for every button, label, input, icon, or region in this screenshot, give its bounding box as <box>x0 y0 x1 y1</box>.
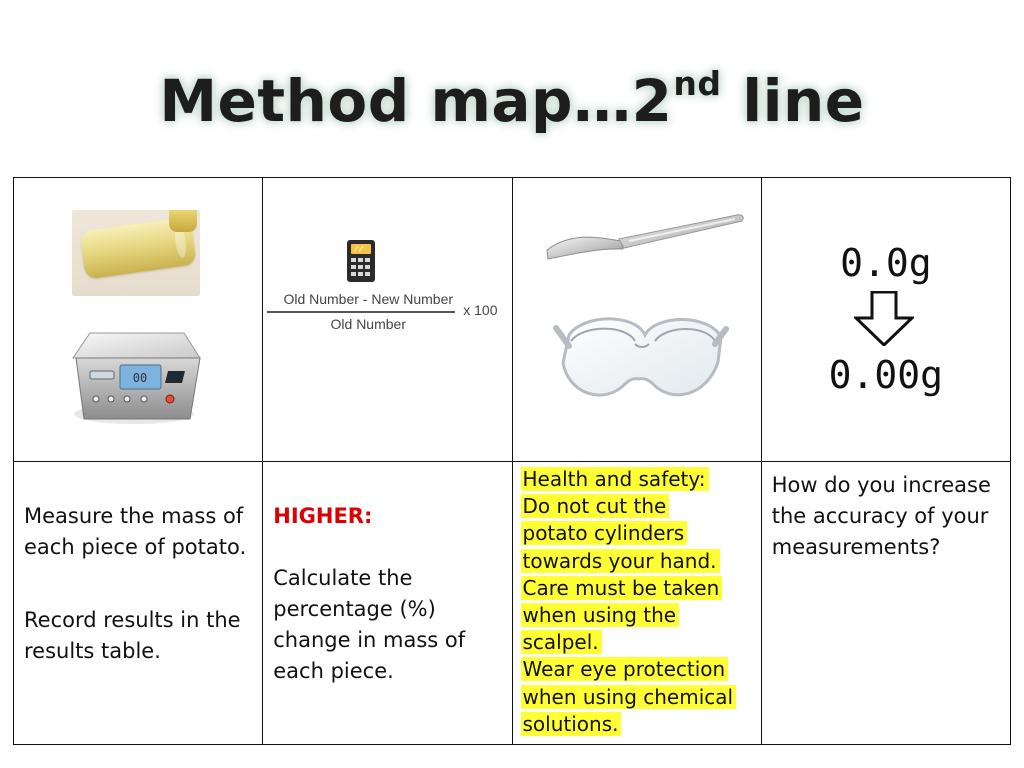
formula-multiplier: x 100 <box>463 302 498 318</box>
measure-mass-instruction: Measure the mass of each piece of potato. <box>24 504 247 559</box>
safety-line-9: when using chemical <box>521 685 737 709</box>
slide-title <box>0 64 1024 135</box>
higher-calculation-text <box>263 462 511 687</box>
method-map-table <box>13 177 1011 745</box>
measure-mass-text <box>14 462 262 667</box>
safety-line-10: solutions. <box>521 712 622 736</box>
column-3-text-cell <box>512 462 761 745</box>
text-row <box>14 462 1011 745</box>
scalpel-icon <box>543 208 747 264</box>
title-superscript: nd <box>673 64 722 103</box>
health-safety-text <box>513 462 761 738</box>
goggles-icon <box>553 310 729 422</box>
safety-line-6: when using the <box>521 603 680 627</box>
formula-denominator: Old Number <box>330 316 406 332</box>
column-1-text-cell <box>14 462 263 745</box>
formula-divider <box>267 311 455 313</box>
down-arrow-icon <box>854 291 914 346</box>
column-1-image-cell <box>14 178 263 462</box>
safety-line-2: Do not cut the <box>521 494 670 518</box>
image-row <box>14 178 1011 462</box>
safety-line-4: towards your hand. <box>521 549 720 573</box>
column-4-text-cell <box>761 462 1010 745</box>
mass-value-two-decimals: 0.00g <box>828 353 944 397</box>
potato-cylinder-tip <box>169 210 197 232</box>
accuracy-question: How do you increase the accuracy of your measurements? <box>771 473 991 559</box>
title-main: Method map…2 <box>159 67 673 135</box>
safety-line-5: Care must be taken <box>521 576 723 600</box>
column-3-image-cell <box>512 178 761 462</box>
mass-value-one-decimal: 0.0g <box>840 241 932 285</box>
safety-line-7: scalpel. <box>521 630 602 654</box>
balance-icon <box>66 315 202 430</box>
percentage-change-instruction: Calculate the percentage (%) change in mass of each piece. <box>273 566 466 683</box>
safety-line-8: Wear eye protection <box>521 657 729 681</box>
safety-line-1: Health and safety: <box>521 467 709 491</box>
higher-label: HIGHER: <box>273 504 373 528</box>
potato-cylinder-image <box>72 210 200 296</box>
svg-text:00: 00 <box>132 371 148 385</box>
safety-line-3: potato cylinders <box>521 521 688 545</box>
column-4-image-cell <box>761 178 1010 462</box>
calculator-icon <box>346 239 376 283</box>
column-2-image-cell <box>263 178 512 462</box>
paragraph-gap <box>24 563 254 574</box>
column-2-text-cell <box>263 462 512 745</box>
percent-change-formula <box>267 287 503 337</box>
formula-numerator: Old Number - New Number <box>283 291 454 307</box>
record-results-instruction: Record results in the results table. <box>24 608 241 663</box>
title-tail: line <box>721 67 865 135</box>
